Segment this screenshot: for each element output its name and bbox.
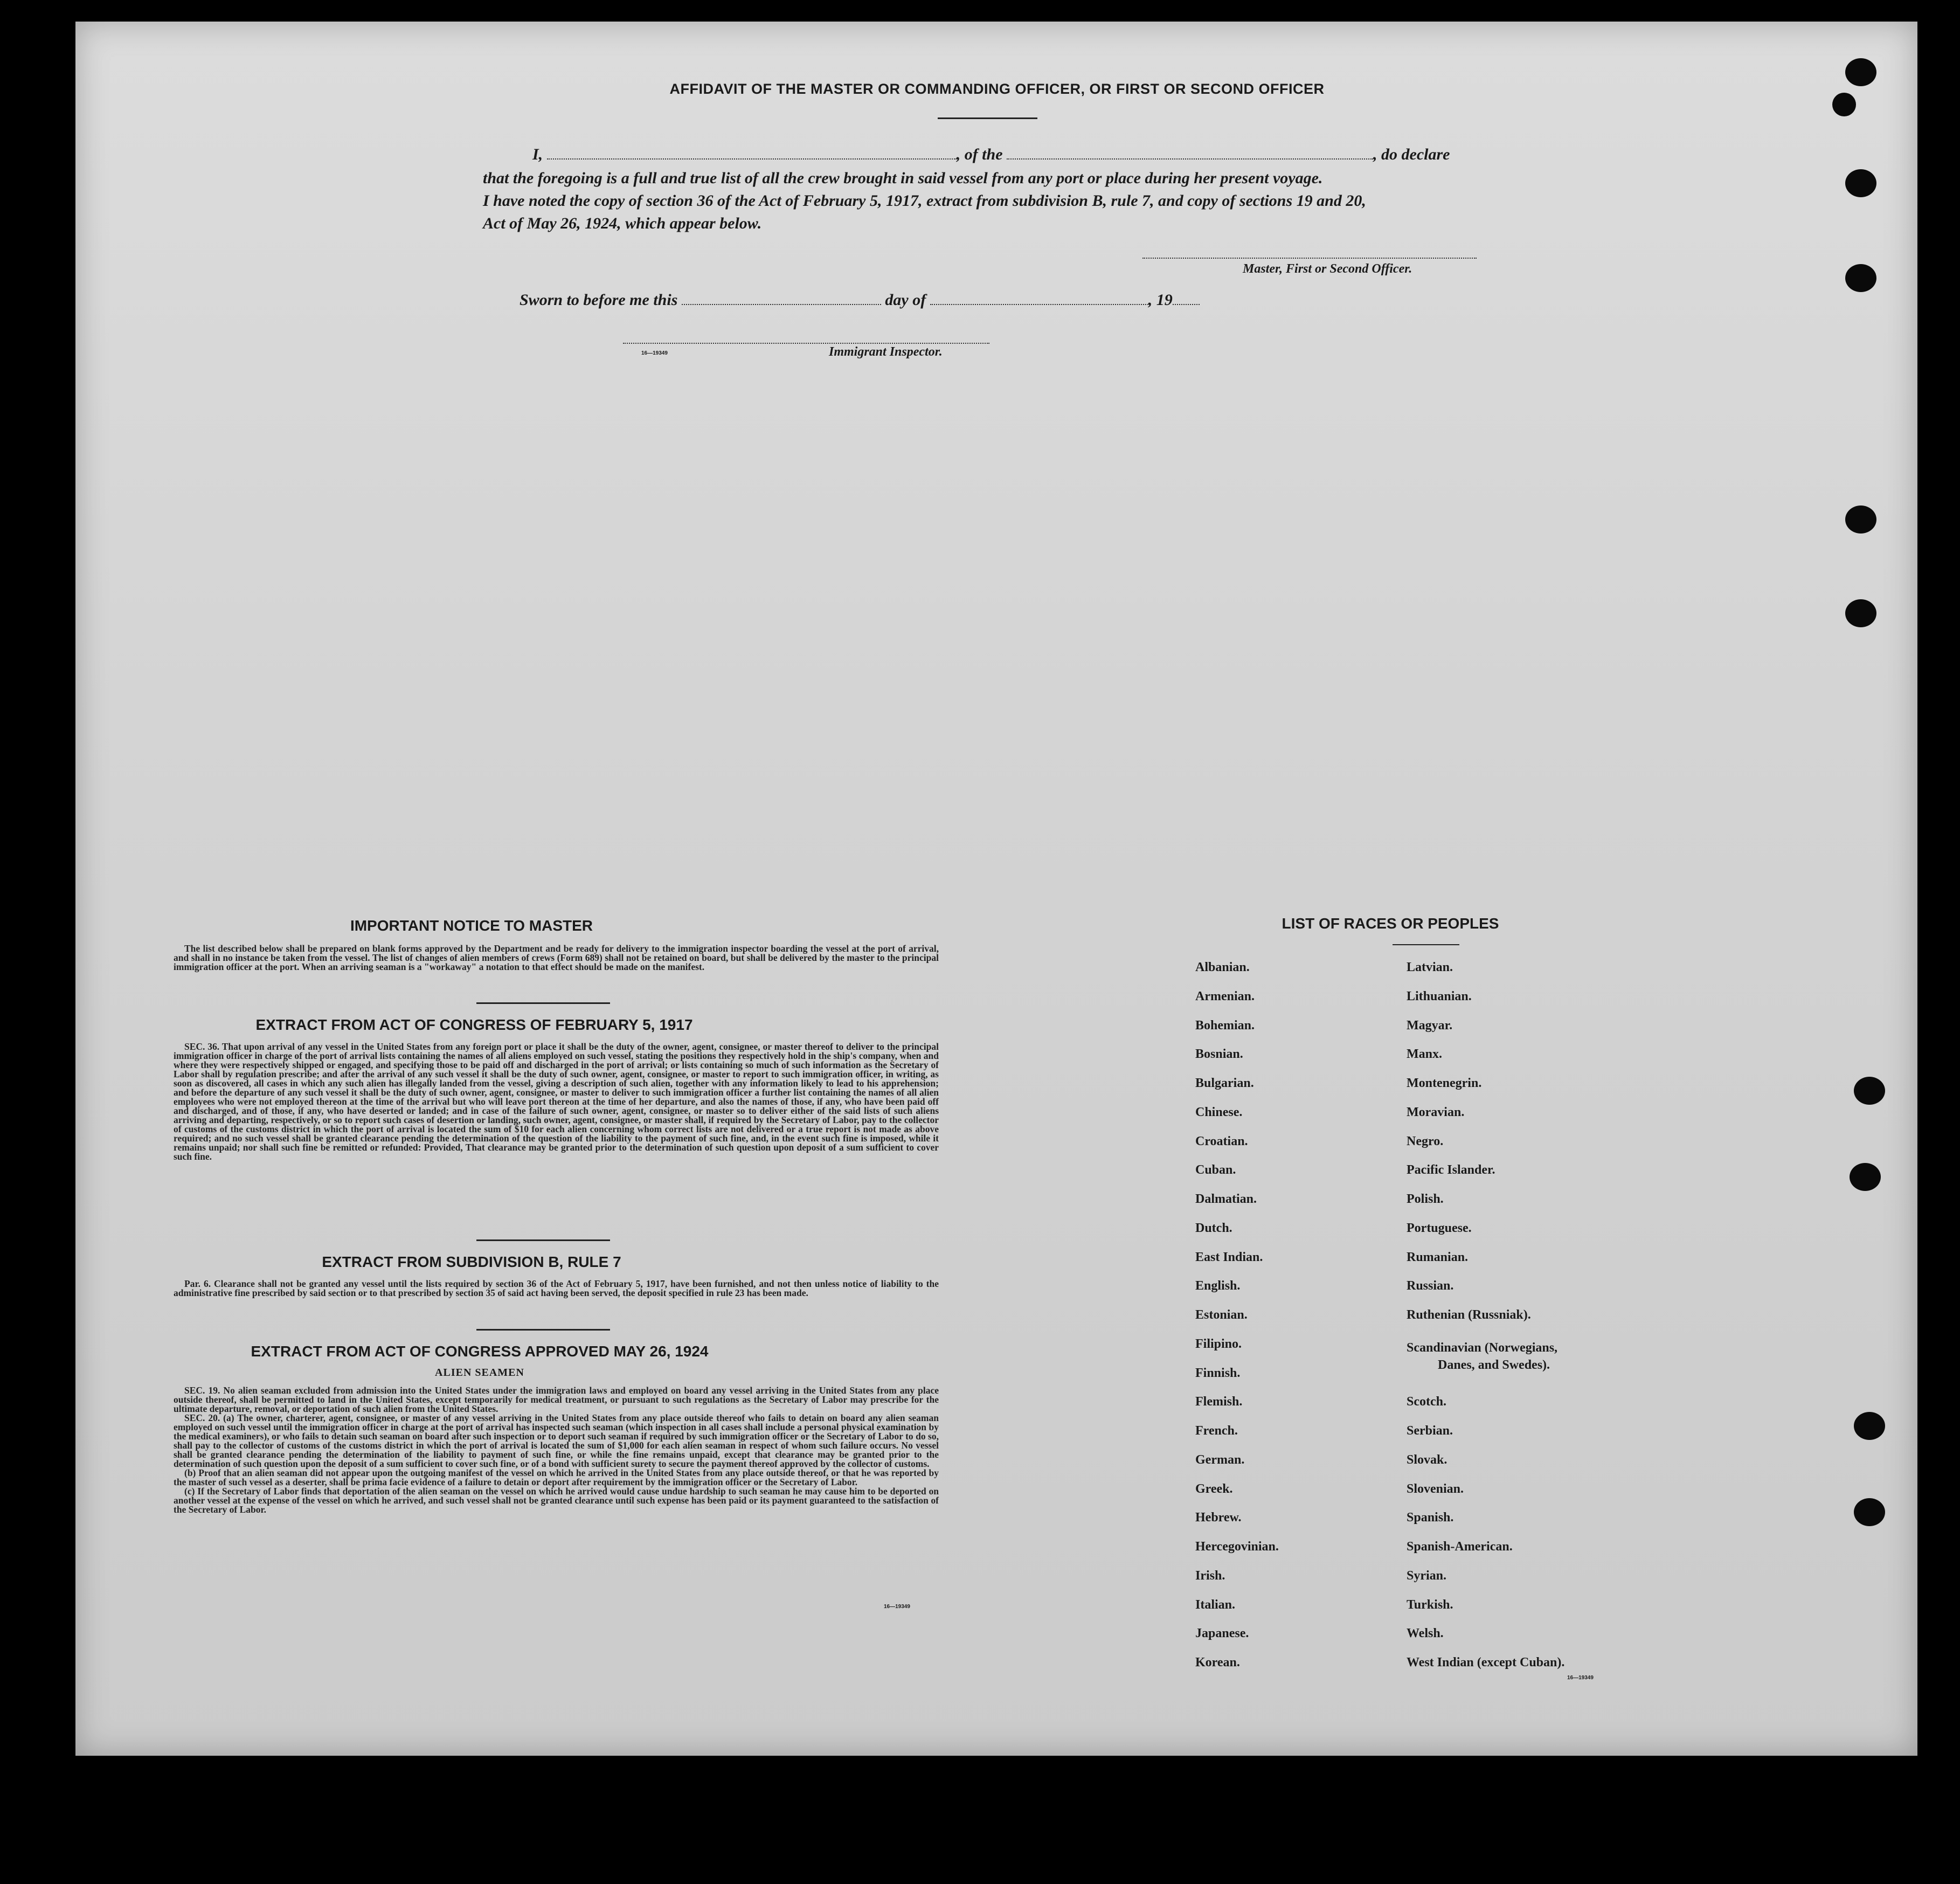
name-blank[interactable] (547, 158, 957, 160)
form-code: 16—19349 (1567, 1675, 1594, 1681)
race-item: French. (1195, 1424, 1238, 1438)
section-divider (476, 1002, 610, 1004)
do-declare-label: , do declare (1373, 146, 1450, 163)
punch-hole (1854, 1077, 1885, 1105)
race-item: Flemish. (1195, 1395, 1243, 1409)
extract-1917-text (174, 1042, 939, 1161)
race-item: Chinese. (1195, 1105, 1243, 1119)
form-code: 16—19349 (641, 350, 668, 356)
day-of-label: day of (885, 291, 926, 309)
extract-1924-text (174, 1386, 939, 1514)
race-item: Armenian. (1195, 989, 1255, 1003)
punch-hole (1845, 169, 1876, 197)
race-item: Welsh. (1407, 1626, 1444, 1640)
race-item: Rumanian. (1407, 1250, 1469, 1264)
sec20b-paragraph: (b) Proof that an alien seaman did not appear upon the outgoing manifest of the vessel on which he arrived in the United States from any place outside thereof, or that he was reported by the master of such vessel as a deserter, shall be prima facie evidence of a failure to detain or deport after requirement by the immigration officer or the Secretary of Labor. (174, 1467, 939, 1487)
affidavit-line-4: Act of May 26, 1924, which appear below. (483, 214, 762, 232)
race-item: Finnish. (1195, 1366, 1241, 1380)
notice-title: IMPORTANT NOTICE TO MASTER (350, 917, 593, 934)
sworn-day-blank[interactable] (682, 304, 881, 305)
extract-1917-title: EXTRACT FROM ACT OF CONGRESS OF FEBRUARY 5, 1917 (255, 1016, 693, 1033)
race-item: Korean. (1195, 1656, 1240, 1670)
race-item: Montenegrin. (1407, 1076, 1482, 1090)
race-item: Bosnian. (1195, 1047, 1243, 1061)
race-item: Serbian. (1407, 1424, 1453, 1438)
sworn-line (520, 291, 1200, 309)
punch-hole (1854, 1412, 1885, 1440)
master-caption: Master, First or Second Officer. (1243, 262, 1412, 276)
sworn-month-blank[interactable] (930, 304, 1148, 305)
race-item: Moravian. (1407, 1105, 1465, 1119)
race-item: Polish. (1407, 1192, 1444, 1206)
race-item: Dalmatian. (1195, 1192, 1257, 1206)
master-signature-blank[interactable] (1142, 252, 1477, 259)
form-code: 16—19349 (884, 1604, 910, 1610)
race-item: Portuguese. (1407, 1221, 1472, 1235)
punch-hole (1845, 264, 1876, 292)
race-item: Hebrew. (1195, 1511, 1242, 1525)
inspector-caption: Immigrant Inspector. (829, 345, 943, 359)
race-item: Bohemian. (1195, 1019, 1255, 1033)
year-label: , 19 (1148, 291, 1173, 309)
race-item: German. (1195, 1453, 1245, 1467)
race-item: Estonian. (1195, 1308, 1248, 1322)
race-item: Irish. (1195, 1569, 1225, 1583)
race-item: Albanian. (1195, 960, 1250, 974)
notice-paragraph: The list described below shall be prepared on blank forms approved by the Department and be ready for delivery to the immigration inspector boarding the vessel at the port of arrival, and shall in no instance be taken from the vessel. The list of changes of alien members of crews (Form 689) shall not be retained on board, but shall be delivered by the master to the principal immigration officer at the port. When an arriving seaman is a "workaway" a notation to that effect should be made on the manifest. (174, 943, 939, 972)
punch-hole (1845, 505, 1876, 534)
sec19-paragraph: SEC. 19. No alien seaman excluded from admission into the United States under the immigration laws and employed on board any vessel arriving in the United States from any place outside thereof, shall be permitted to land in the United States, except temporarily for medical treatment, or pursuant to such regulations as the Secretary of Labor may prescribe for the ultimate departure, removal, or deportation of such alien from the United States. (174, 1385, 939, 1414)
race-item: Ruthenian (Russniak). (1407, 1308, 1531, 1322)
sworn-label: Sworn to before me this (520, 291, 678, 309)
of-the-label: , of the (956, 146, 1003, 163)
race-item: Slovak. (1407, 1453, 1448, 1467)
punch-hole (1845, 599, 1876, 627)
race-item: Bulgarian. (1195, 1076, 1254, 1090)
title-divider (938, 117, 1037, 119)
sec20a-paragraph: SEC. 20. (a) The owner, charterer, agent, consignee, or master of any vessel arriving in the United States from any place outside thereof who fails to detain on board any alien seaman employed on such vessel until the immigration officer in charge at the port of arrival has inspected such seaman (which inspection in all cases shall include a personal physical examination by the medical examiners), or who fails to detain such seaman on board after such inspection or to deport such seaman if required by such immigration officer or the Secretary of Labor to do so, shall pay to the collector of customs of the customs district in which the port of arrival is located the sum of $1,000 for each alien seaman in respect of whom such failure occurs. No vessel shall be granted clearance pending the determination of the liability to payment of such fine, or while the fine remains unpaid, except that clearance may be granted prior to the determination of such question upon the deposit of a sum sufficient to cover such fine, or of a bond with sufficient surety to secure the payment thereof approved by the collector of customs. (174, 1412, 939, 1469)
race-item: Lithuanian. (1407, 989, 1472, 1003)
race-item: Negro. (1407, 1134, 1444, 1148)
race-item: Syrian. (1407, 1569, 1447, 1583)
race-item: Latvian. (1407, 960, 1453, 974)
affidavit-title: AFFIDAVIT OF THE MASTER OR COMMANDING OFFICER, OR FIRST OR SECOND OFFICER (669, 81, 1325, 97)
sec20c-paragraph: (c) If the Secretary of Labor finds that deportation of the alien seaman on the vessel on which he arrived would cause undue hardship to such seaman he may cause him to be deported on another vessel at the expense of the vessel on which he arrived, and such vessel shall not be granted clearance until such expense has been paid or its payment guaranteed to the satisfaction of the Secretary of Labor. (174, 1486, 939, 1515)
race-item: Scotch. (1407, 1395, 1446, 1409)
par6-paragraph: Par. 6. Clearance shall not be granted any vessel until the lists required by section 36 of the Act of February 5, 1917, have been furnished, and not then unless notice of liability to the administrative fine prescribed by said section or to that prescribed by section 35 of said act having been served, the deposit specified in rule 23 has been made. (174, 1278, 939, 1298)
inspector-signature-blank[interactable] (623, 337, 989, 344)
races-title: LIST OF RACES OR PEOPLES (1282, 915, 1499, 932)
extract-rule7-text (174, 1279, 939, 1298)
extract-1924-title: EXTRACT FROM ACT OF CONGRESS APPROVED MAY 26, 1924 (251, 1343, 709, 1360)
races-divider (1393, 944, 1459, 945)
affidavit-i-label: I, (532, 146, 543, 163)
notice-text (174, 944, 939, 972)
race-item: Russian. (1407, 1279, 1454, 1293)
race-item: Filipino. (1195, 1337, 1242, 1351)
race-item: English. (1195, 1279, 1241, 1293)
punch-hole (1832, 93, 1856, 116)
sec36-paragraph: SEC. 36. That upon arrival of any vessel in the United States from any foreign port or place it shall be the duty of the owner, agent, consignee, or master thereof to deliver to the principal immigration officer in charge of the port of arrival lists containing the names of all aliens employed on such vessel, stating the positions they respectively hold in the ship's company, when and where they were respectively shipped or engaged, and specifying those to be paid off and discharged in the port of arrival; or lists containing so much of such information as the Secretary of Labor shall by regulation prescribe; and after the arrival of any such vessel it shall be the duty of such owner, agent, consignee, or master to report to such immigration officer, in writing, as soon as discovered, all cases in which any such alien has illegally landed from the vessel, giving a description of such alien, together with any information likely to lead to his apprehension; and before the departure of any such vessel it shall be the duty of such owner, agent, consignee, or master to deliver to such immigration officer a further list containing the names of all alien employees who were not employed thereon at the time of the arrival but who will leave port thereon at the time of her departure, and also the names of those, if any, who have been paid off and discharged, and of those, if any, who have deserted or landed; and in case of the failure of such owner, agent, consignee, or master so to deliver either of the said lists of such aliens arriving and departing, respectively, or so to report such cases of desertion or landing, such owner, agent, consignee, or master shall, if required by the Secretary of Labor, pay to the collector of customs of the customs district in which the port of arrival is located the sum of $10 for each alien concerning whom correct lists are not delivered or a true report is not made as above required; and no such vessel shall be granted clearance pending the determination of the question of the liability to the payment of such fine, and, in the event such fine is imposed, while it remains unpaid; nor shall such fine be remitted or refunded: Provided, That clearance may be granted prior to the determination of such question upon deposit of a sum sufficient to cover such fine. (174, 1041, 939, 1162)
race-item: Italian. (1195, 1598, 1236, 1612)
race-item: Slovenian. (1407, 1482, 1464, 1496)
affidavit-line-1 (532, 146, 1450, 164)
race-item: Manx. (1407, 1047, 1442, 1061)
punch-hole (1845, 58, 1876, 86)
year-blank[interactable] (1173, 304, 1200, 305)
race-item: Spanish-American. (1407, 1540, 1513, 1554)
race-item: Magyar. (1407, 1019, 1453, 1033)
punch-hole (1850, 1163, 1881, 1191)
race-item: Croatian. (1195, 1134, 1248, 1148)
punch-hole (1854, 1498, 1885, 1526)
vessel-blank[interactable] (1007, 158, 1373, 160)
race-item: Turkish. (1407, 1598, 1453, 1612)
race-item: East Indian. (1195, 1250, 1263, 1264)
race-item: Japanese. (1195, 1626, 1249, 1640)
affidavit-line-2: that the foregoing is a full and true list of all the crew brought in said vessel from any port or place during her present voyage. (483, 169, 1323, 187)
section-divider (476, 1239, 610, 1241)
extract-rule7-title: EXTRACT FROM SUBDIVISION B, RULE 7 (322, 1253, 621, 1270)
race-item: West Indian (except Cuban). (1407, 1656, 1565, 1670)
race-item: Scandinavian (Norwegians, (1407, 1341, 1558, 1355)
alien-seamen-subtitle: ALIEN SEAMEN (435, 1367, 524, 1379)
race-item: Pacific Islander. (1407, 1163, 1495, 1177)
race-item: Danes, and Swedes). (1438, 1358, 1550, 1372)
race-item: Hercegovinian. (1195, 1540, 1279, 1554)
race-item: Greek. (1195, 1482, 1233, 1496)
race-item: Cuban. (1195, 1163, 1236, 1177)
race-item: Dutch. (1195, 1221, 1232, 1235)
section-divider (476, 1329, 610, 1331)
affidavit-line-3: I have noted the copy of section 36 of the Act of February 5, 1917, extract from subdivision B, rule 7, and copy of sections 19 and 20, (483, 192, 1366, 210)
race-item: Spanish. (1407, 1511, 1454, 1525)
